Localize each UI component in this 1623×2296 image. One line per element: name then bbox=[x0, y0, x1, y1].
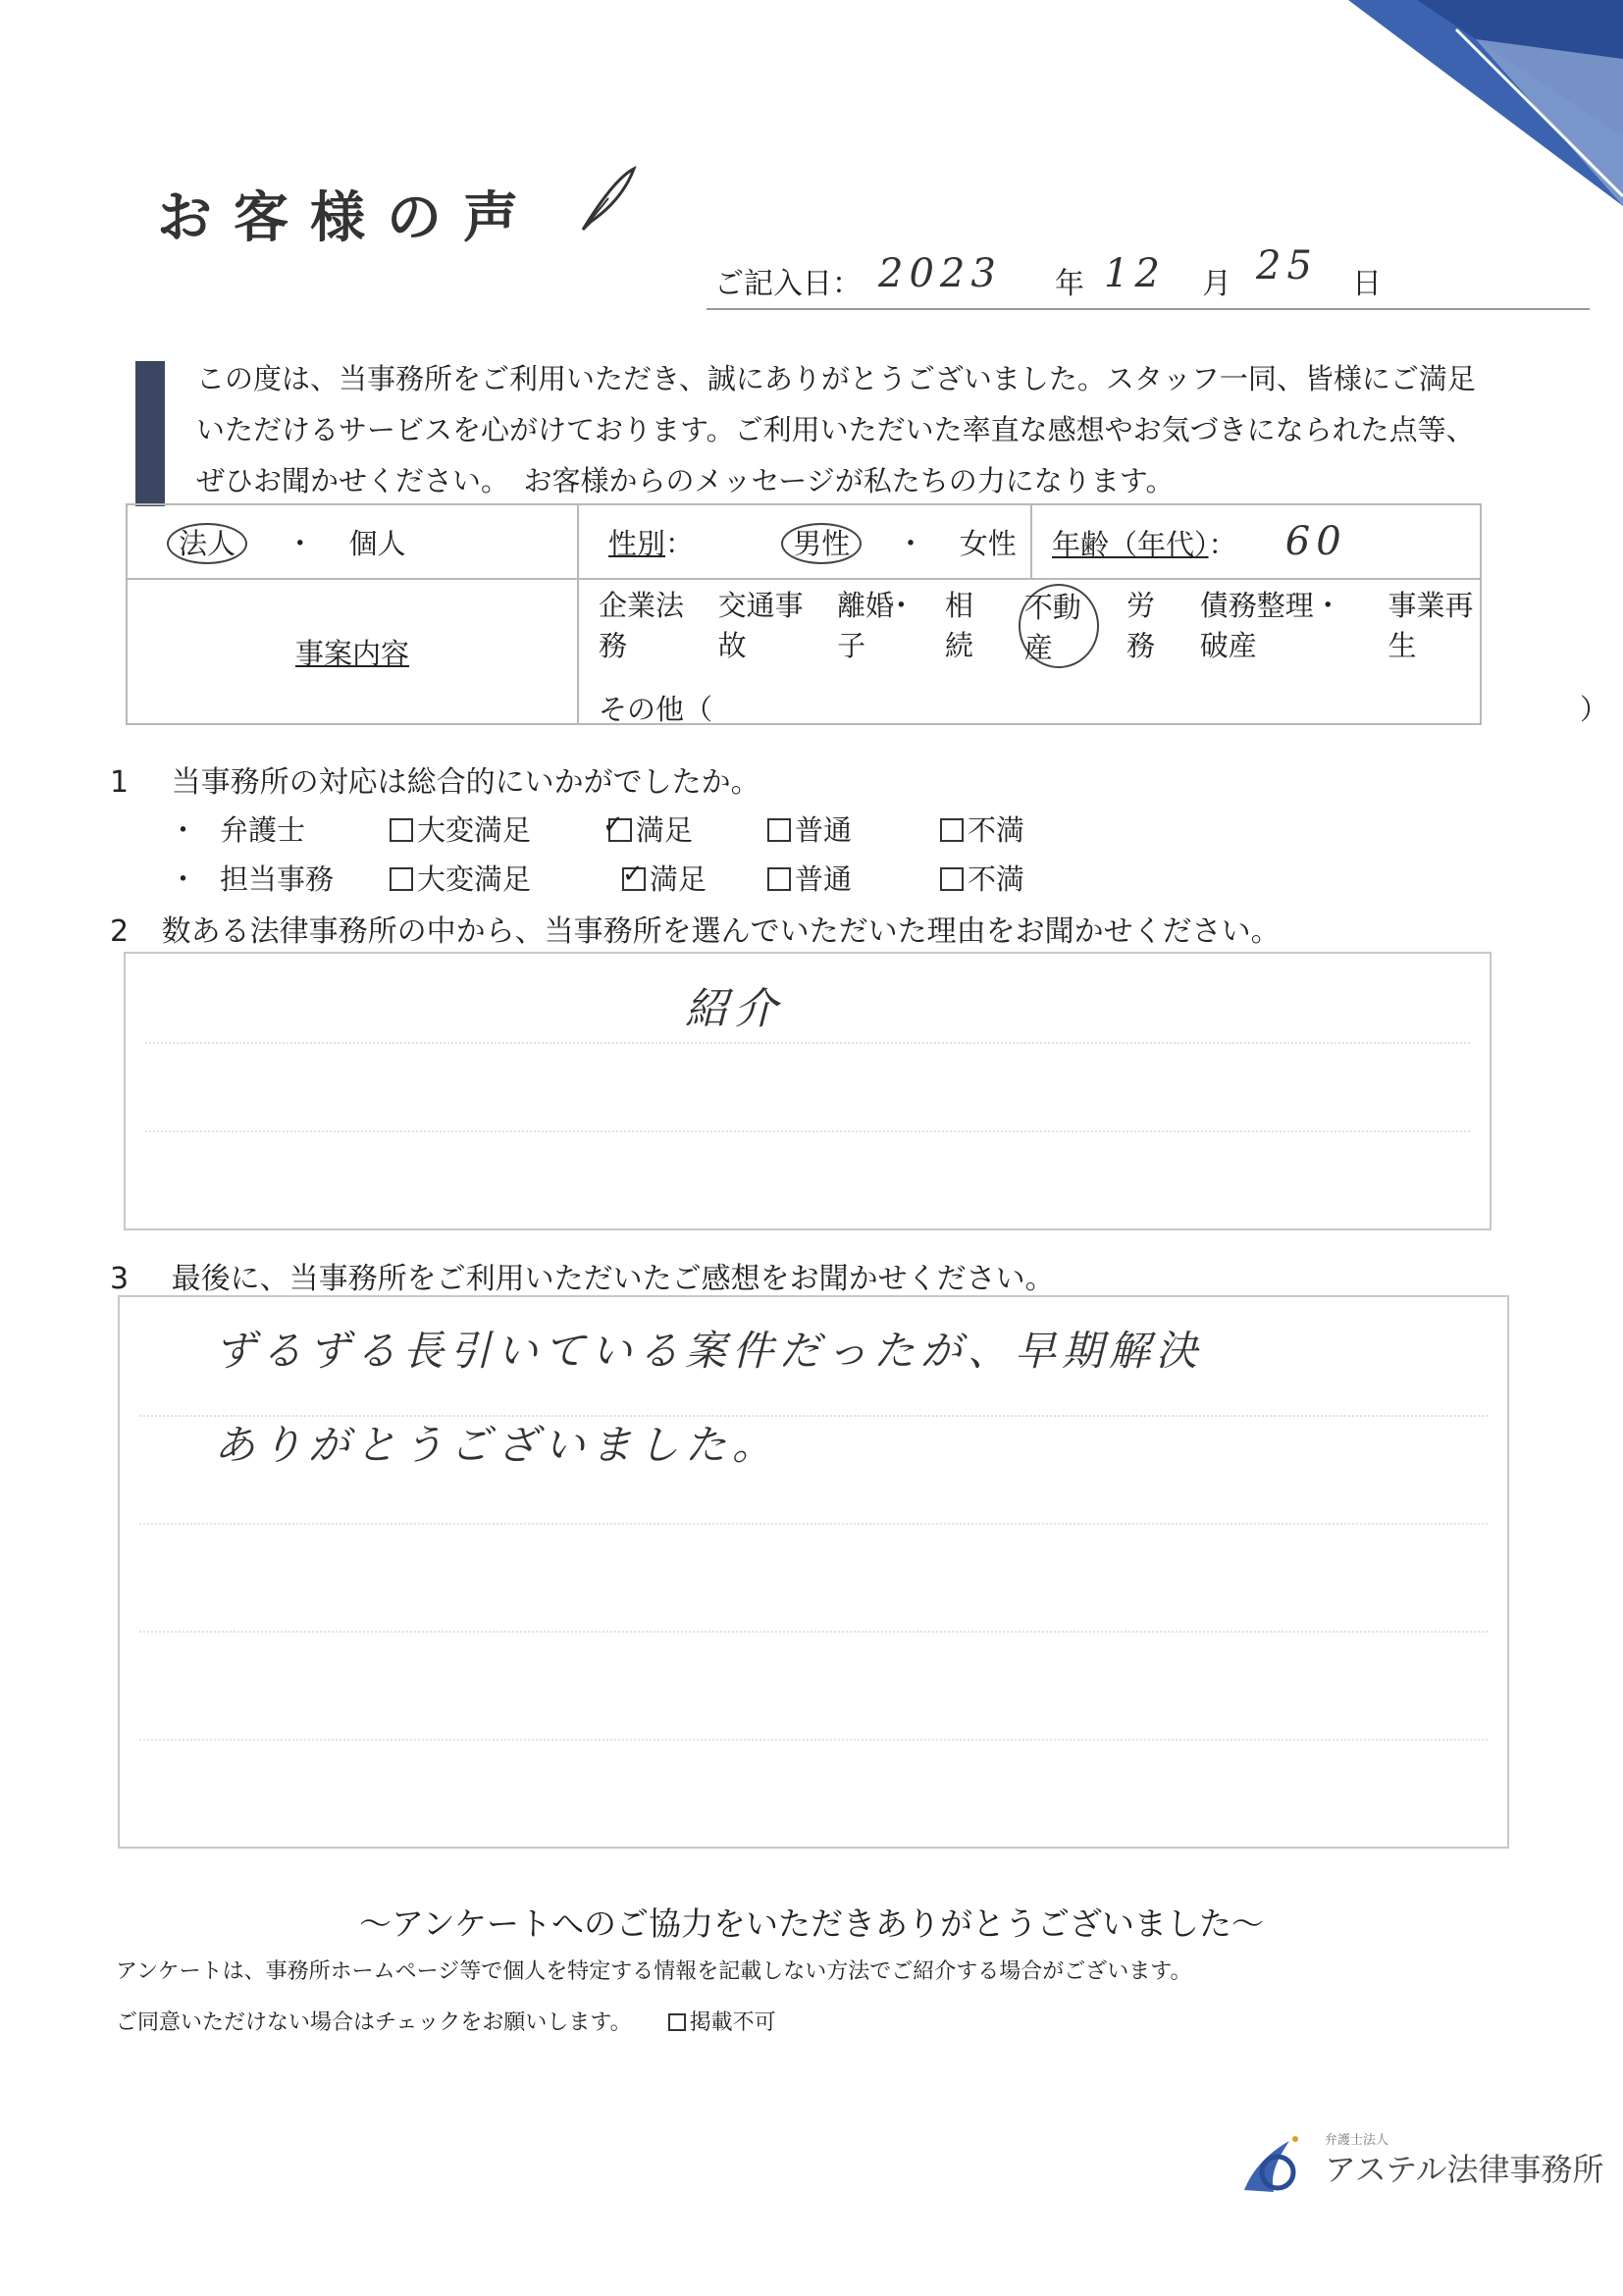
q3-answer-line: ありがとうございました。 bbox=[214, 1421, 780, 1469]
intro-line: いただけるサービスを心がけております。ご利用いただいた率直な感想やお気づきになられた点等、 bbox=[196, 413, 1475, 446]
client-type-cell bbox=[127, 504, 578, 579]
other-label: その他（ bbox=[599, 693, 713, 726]
date-label: ご記入日： bbox=[714, 267, 862, 301]
q3-text: 最後に、当事務所をご利用いただいたご感想をお聞かせください。 bbox=[171, 1262, 1055, 1296]
intro-line: この度は、当事務所をご利用いただき、誠にありがとうございました。スタッフ一同、皆様にご満足 bbox=[196, 362, 1476, 395]
case-option[interactable]: 離婚･子 bbox=[837, 589, 909, 662]
date-day[interactable]: 25 bbox=[1256, 243, 1318, 288]
option-satisfied-checked[interactable]: ✓ 満足 bbox=[602, 810, 694, 847]
case-option-selected[interactable]: 不動産 bbox=[1019, 584, 1099, 668]
date-year-unit: 年 bbox=[1055, 267, 1084, 301]
q3-answer-box[interactable] bbox=[118, 1295, 1509, 1849]
q1-row-lawyer bbox=[169, 809, 1150, 848]
intro-line: ぜひお聞かせください。 お客様からのメッセージが私たちの力になります。 bbox=[196, 464, 1175, 497]
case-option[interactable]: 企業法務 bbox=[599, 589, 685, 662]
footer-note: アンケートは、事務所ホームページ等で個人を特定する情報を記載しない方法でご紹介する場合がございます。 bbox=[116, 1959, 1192, 1984]
case-label-cell bbox=[127, 579, 578, 724]
option-personal[interactable]: 個人 bbox=[348, 526, 406, 560]
entry-date-row bbox=[707, 243, 1590, 310]
q1-heading bbox=[110, 757, 760, 801]
option-male[interactable]: 男性 bbox=[781, 523, 862, 564]
q1-row-staff bbox=[169, 858, 1150, 897]
case-options-cell bbox=[578, 579, 1609, 726]
gender-cell bbox=[578, 504, 1031, 579]
footer-thanks: 〜アンケートへのご協力をいただきありがとうございました〜 bbox=[358, 1905, 1265, 1943]
q2-answer: 紹介 bbox=[685, 984, 783, 1034]
intro-accent-bar bbox=[135, 361, 165, 506]
q3-number: 3 bbox=[110, 1262, 130, 1296]
row-label: 担当事務 bbox=[220, 862, 335, 896]
client-info-table bbox=[126, 503, 1609, 726]
footer-consent bbox=[116, 2006, 776, 2036]
option-corp[interactable]: 法人 bbox=[167, 523, 247, 564]
option-dissatisfied[interactable]: 不満 bbox=[940, 809, 1024, 849]
option-normal[interactable]: 普通 bbox=[767, 809, 852, 849]
intro-text bbox=[196, 353, 1531, 506]
date-year[interactable]: 2023 bbox=[878, 251, 1002, 296]
case-option[interactable]: 債務整理・破産 bbox=[1199, 589, 1342, 662]
date-month[interactable]: 12 bbox=[1104, 251, 1166, 296]
separator: ・ bbox=[896, 526, 925, 560]
corner-decoration bbox=[1329, 0, 1623, 216]
case-option[interactable]: 相続 bbox=[944, 589, 973, 662]
option-dissatisfied[interactable]: 不満 bbox=[940, 858, 1024, 898]
gender-label: 性別 bbox=[608, 526, 666, 560]
other-close: ） bbox=[1580, 693, 1609, 726]
age-cell bbox=[1031, 504, 1481, 579]
bullet: ・ bbox=[169, 813, 198, 847]
q2-text: 数ある法律事務所の中から、当事務所を選んでいただいた理由をお聞かせください。 bbox=[161, 914, 1281, 949]
q3-answer-line: ずるずる長引いている案件だったが、早期解決 bbox=[214, 1327, 1204, 1375]
option-satisfied-checked[interactable]: ✓ 満足 bbox=[622, 860, 707, 896]
row-label: 弁護士 bbox=[220, 813, 306, 847]
case-option[interactable]: 事業再生 bbox=[1387, 589, 1474, 662]
date-month-unit: 月 bbox=[1202, 267, 1231, 301]
date-day-unit: 日 bbox=[1352, 267, 1382, 301]
age-label: 年齢（年代） bbox=[1052, 528, 1209, 561]
case-option[interactable]: 労務 bbox=[1126, 589, 1155, 662]
option-very-satisfied[interactable]: 大変満足 bbox=[390, 858, 531, 898]
colon: ： bbox=[1208, 528, 1237, 561]
separator: ・ bbox=[286, 526, 315, 560]
q1-text: 当事務所の対応は総合的にいかがでしたか。 bbox=[171, 765, 760, 800]
age-value[interactable]: 60 bbox=[1284, 519, 1347, 564]
option-very-satisfied[interactable]: 大変満足 bbox=[390, 809, 531, 849]
firm-type-label: 弁護士法人 bbox=[1325, 2133, 1389, 2148]
q2-heading bbox=[110, 907, 1281, 950]
q3-heading bbox=[110, 1254, 1055, 1297]
q2-number: 2 bbox=[110, 914, 130, 949]
colon: ： bbox=[665, 526, 695, 560]
consent-text: ご同意いただけない場合はチェックをお願いします。 bbox=[116, 2010, 632, 2035]
option-female[interactable]: 女性 bbox=[959, 526, 1017, 560]
firm-logo-icon bbox=[1238, 2131, 1307, 2200]
case-option[interactable]: 交通事故 bbox=[717, 589, 804, 662]
option-normal[interactable]: 普通 bbox=[767, 858, 852, 898]
case-label: 事案内容 bbox=[294, 636, 409, 670]
q2-answer-box[interactable] bbox=[124, 952, 1492, 1230]
bullet: ・ bbox=[169, 862, 198, 896]
firm-name: アステル法律事務所 bbox=[1325, 2151, 1604, 2188]
no-publish-checkbox[interactable]: 掲載不可 bbox=[668, 2010, 776, 2035]
quill-icon bbox=[579, 165, 638, 234]
q1-number: 1 bbox=[110, 765, 130, 800]
page-title: お客様の声 bbox=[157, 186, 540, 250]
